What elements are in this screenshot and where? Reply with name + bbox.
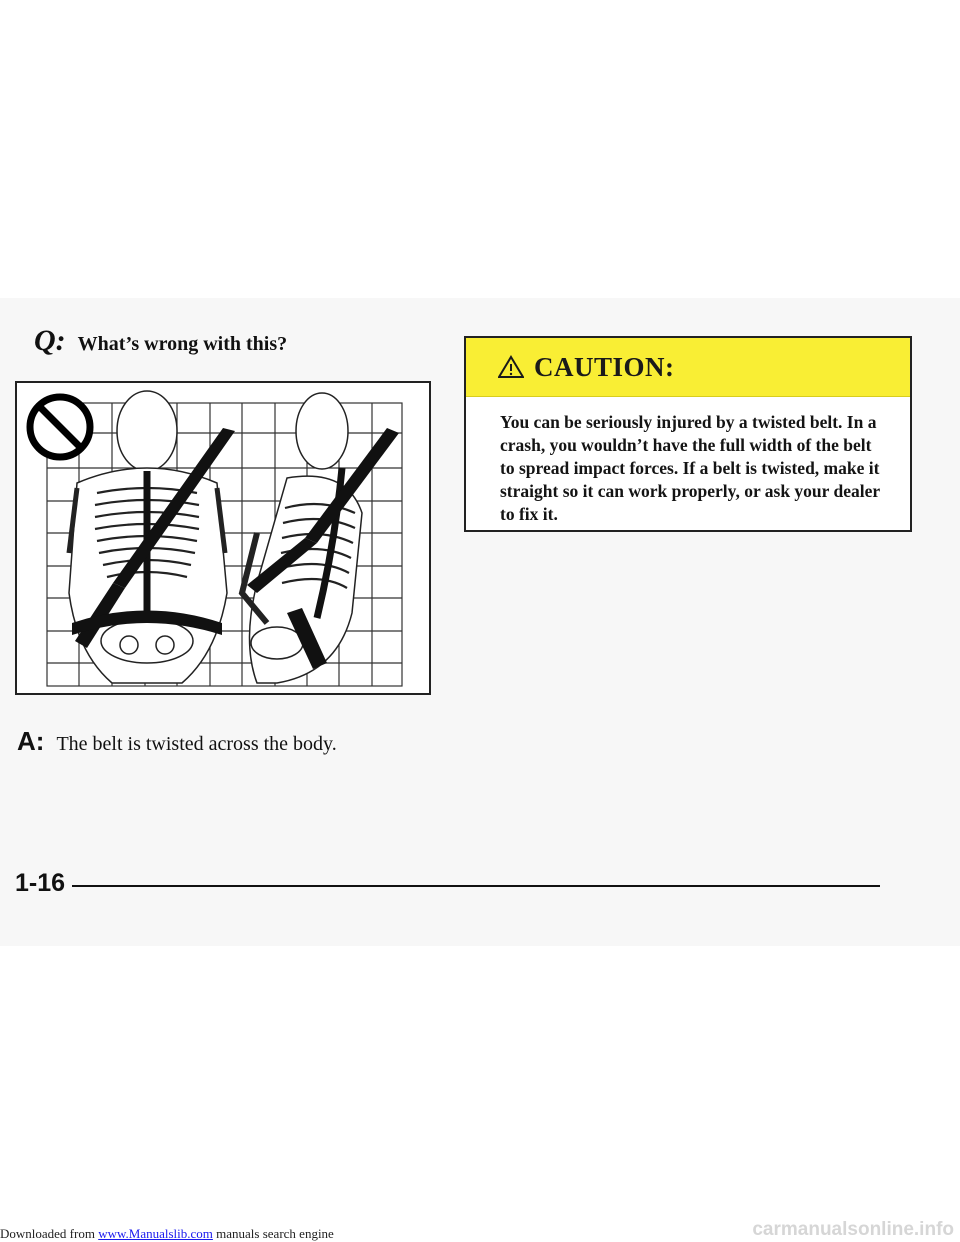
question-mark: Q: <box>34 324 66 357</box>
answer-mark: A: <box>17 726 45 756</box>
question-text: What’s wrong with this? <box>77 333 288 355</box>
caution-box <box>464 336 912 532</box>
download-suffix: manuals search engine <box>212 1226 334 1241</box>
twisted-belt-illustration <box>15 381 431 695</box>
caution-title: CAUTION: <box>534 351 675 382</box>
caution-text: You can be seriously injured by a twisted belt. In a crash, you wouldn’t have the full width of the belt to spread impact forces. If a belt is twisted, make it straight so it can work properly, or ask your dealer to fix it. <box>500 412 880 524</box>
no-symbol-icon <box>30 397 90 457</box>
download-prefix: Downloaded from <box>0 1226 99 1241</box>
answer-line <box>17 726 337 757</box>
manualslib-link[interactable]: www.Manualslib.com <box>98 1226 213 1241</box>
manual-page <box>0 298 960 946</box>
question-line <box>34 324 287 358</box>
skeleton-belt-drawing <box>17 383 429 693</box>
watermark: carmanualsonline.info <box>752 1219 954 1240</box>
page-number: 1-16 <box>15 869 66 897</box>
footer-rule <box>72 885 880 887</box>
download-credit <box>0 1226 334 1242</box>
warning-triangle-icon <box>498 355 524 379</box>
caution-header <box>466 338 910 397</box>
answer-text: The belt is twisted across the body. <box>56 733 337 755</box>
